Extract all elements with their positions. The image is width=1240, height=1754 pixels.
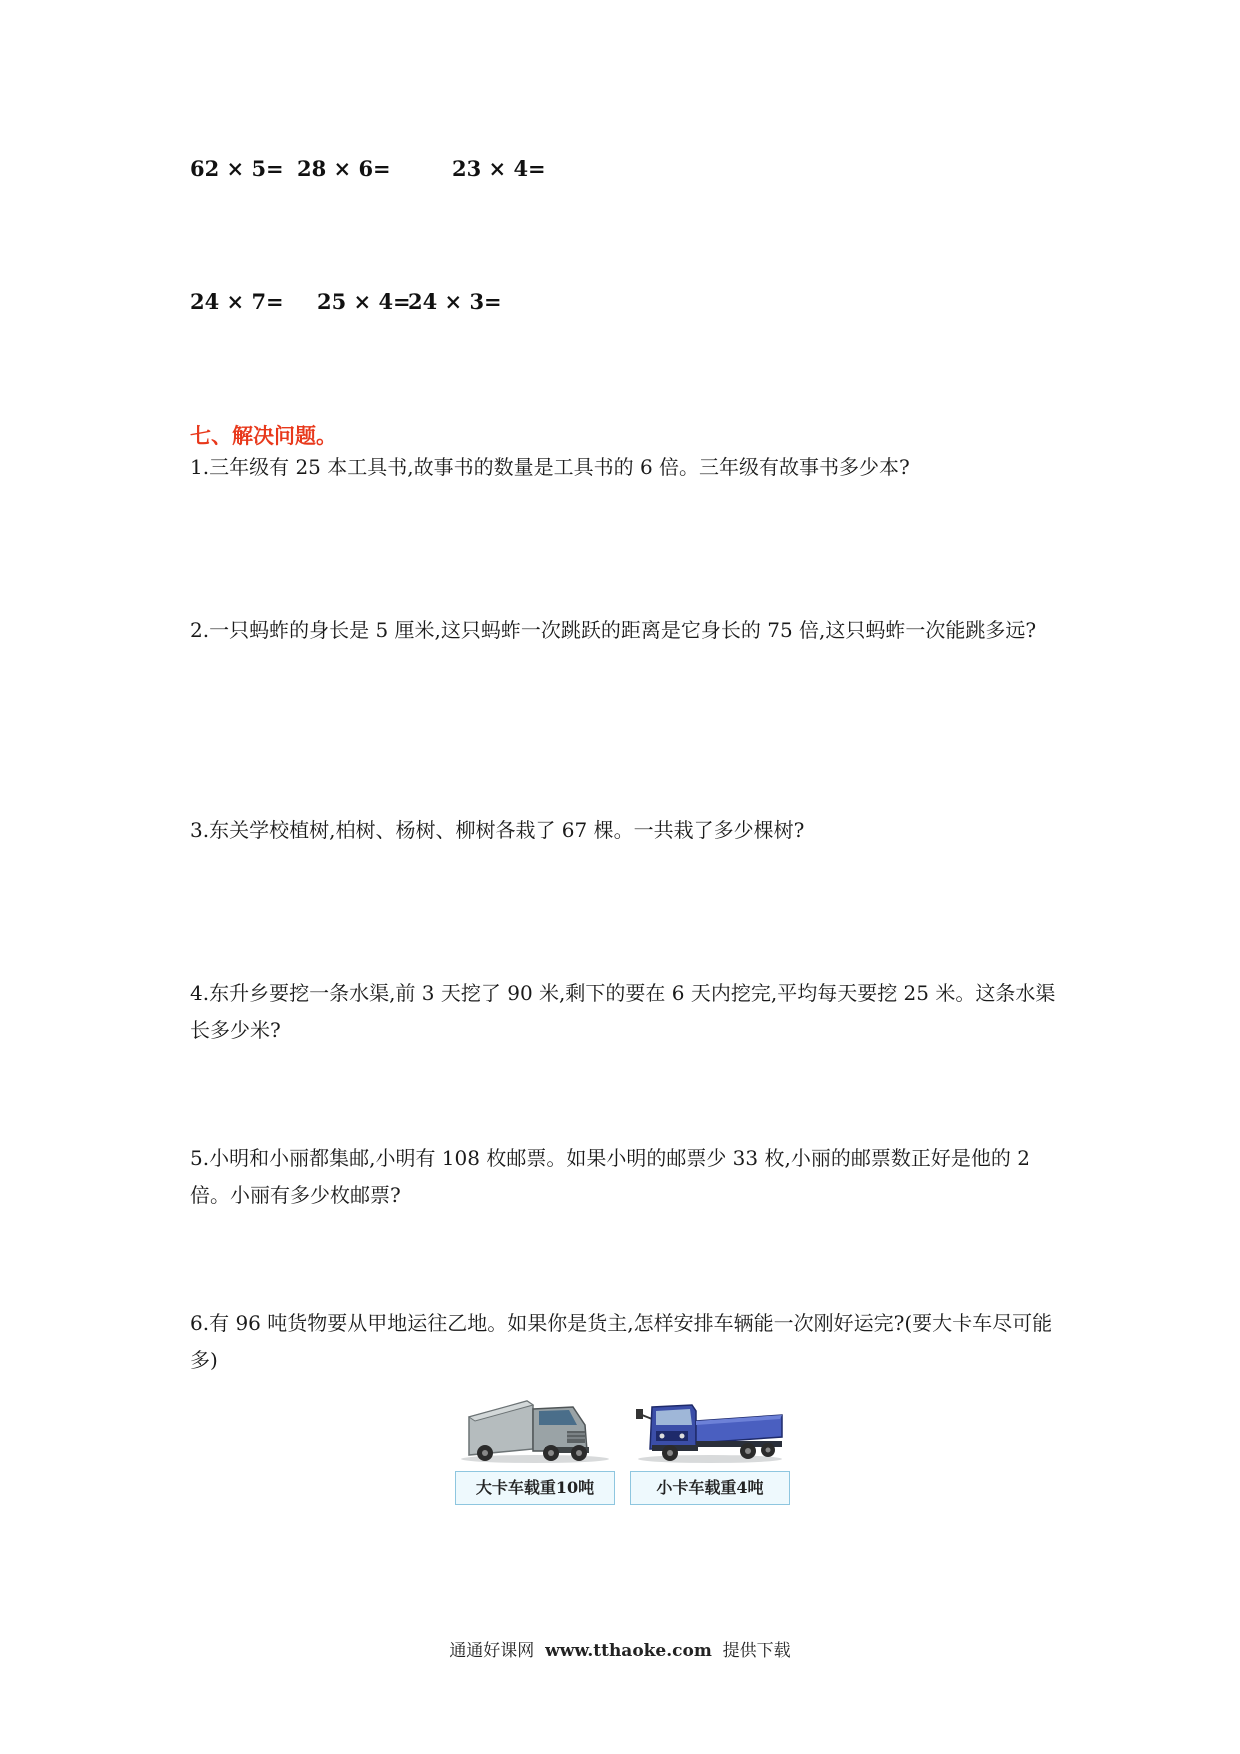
problem-4: 4.东升乡要挖一条水渠,前 3 天挖了 90 米,剩下的要在 6 天内挖完,平均每天要挖 25 米。这条水渠长多少米? (190, 981, 1056, 1042)
big-truck-label: 大卡车载重10吨 (455, 1471, 615, 1505)
footer-url[interactable]: www.tthaoke.com (545, 1641, 712, 1661)
box-truck-icon (455, 1393, 615, 1465)
footer-suffix: 提供下载 (722, 1641, 791, 1661)
problem-2: 2.一只蚂蚱的身长是 5 厘米,这只蚂蚱一次跳跃的距离是它身长的 75 倍,这只蚂蚱一次能跳多远? (190, 618, 1037, 642)
calc-item: 28 × 6= (297, 156, 391, 181)
calc-item: 62 × 5= (190, 156, 284, 181)
small-truck-card (630, 1393, 790, 1505)
footer (0, 1636, 1240, 1661)
big-truck-card (455, 1393, 615, 1505)
section-title: 七、解决问题。 (190, 423, 337, 448)
problem-3: 3.东关学校植树,柏树、杨树、柳树各栽了 67 棵。一共栽了多少棵树? (190, 818, 805, 842)
problem-6: 6.有 96 吨货物要从甲地运往乙地。如果你是货主,怎样安排车辆能一次刚好运完?(要大卡车尽可能多) (190, 1311, 1053, 1372)
calc-item: 24 × 3= (408, 289, 502, 314)
problem-1: 1.三年级有 25 本工具书,故事书的数量是工具书的 6 倍。三年级有故事书多少本? (190, 455, 910, 479)
calc-item: 24 × 7= (190, 289, 284, 314)
calc-item: 25 × 4= (317, 289, 411, 314)
calc-item: 23 × 4= (452, 156, 546, 181)
problem-5: 5.小明和小丽都集邮,小明有 108 枚邮票。如果小明的邮票少 33 枚,小丽的邮票数正好是他的 2 倍。小丽有多少枚邮票? (190, 1146, 1030, 1207)
footer-site: 通通好课网 (449, 1641, 535, 1661)
small-truck-label: 小卡车载重4吨 (630, 1471, 790, 1505)
flatbed-truck-icon (630, 1393, 790, 1465)
